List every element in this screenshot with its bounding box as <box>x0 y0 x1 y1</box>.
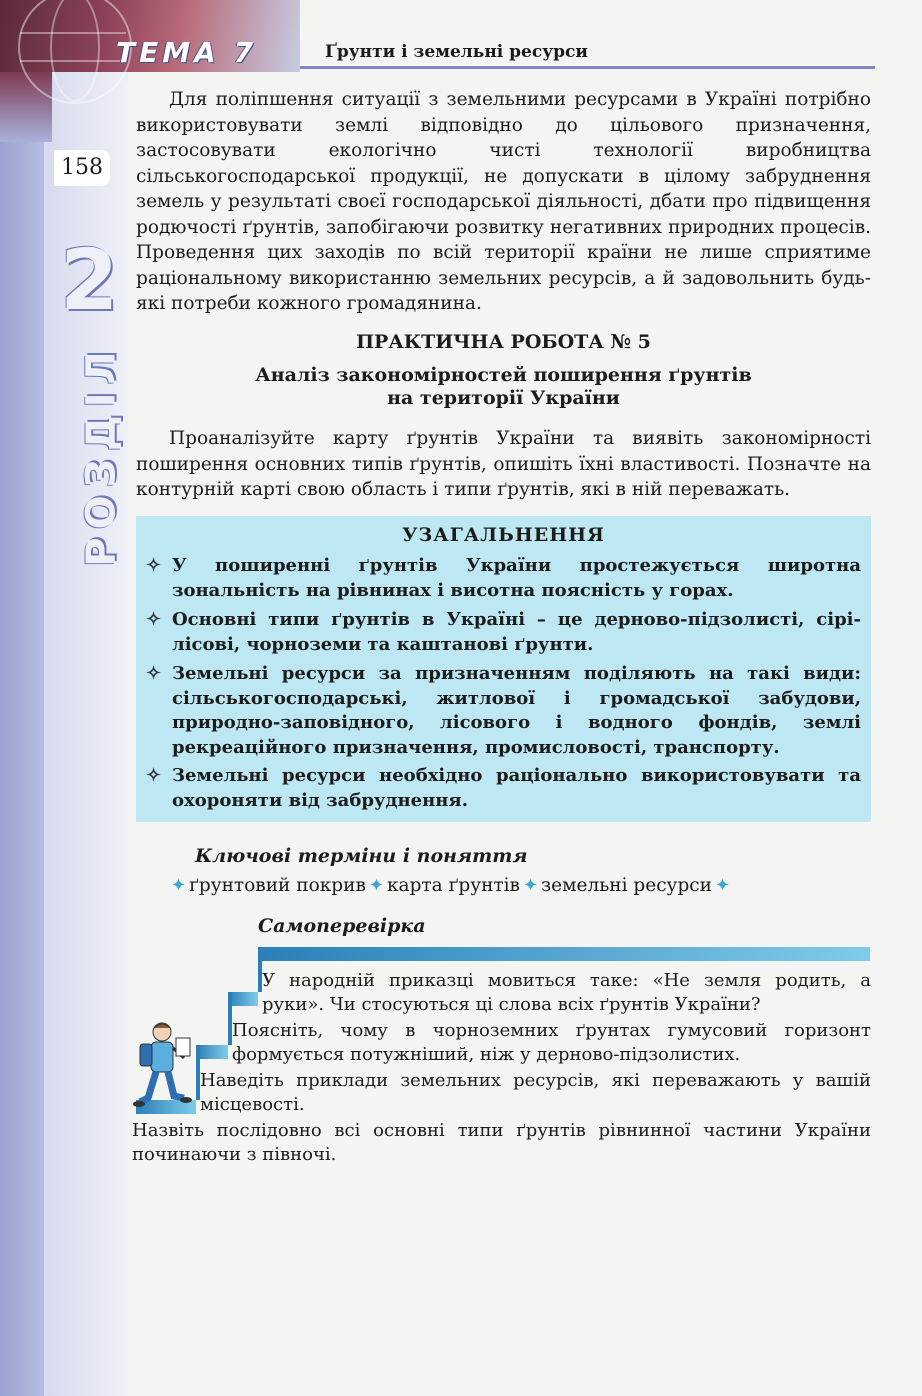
sparkle-separator-icon: ✦ <box>171 875 187 896</box>
self-check-question-3: Поясніть, чому в чорноземних ґрунтах гумусовий горизонт формується потужніший, ніж у дерново-підзолистих. <box>232 1020 871 1065</box>
stair-step-4 <box>258 947 870 961</box>
sparkle-bullet-icon: ✧ <box>146 555 162 576</box>
summary-title: УЗАГАЛЬНЕННЯ <box>402 524 605 546</box>
summary-item: ✧ У поширенні ґрунтів України простежується широтна зональність на рівнинах і висотна поясність у горах. <box>146 555 861 601</box>
topic-title: Ґрунти і земельні ресурси <box>325 42 588 62</box>
summary-item: ✧ Основні типи ґрунтів в Україні – це дерново-підзолисті, сірі-лісові, чорноземи та каштанові ґрунти. <box>146 609 861 655</box>
sparkle-bullet-icon: ✧ <box>146 609 162 630</box>
practical-work-task: Проаналізуйте карту ґрунтів України та виявіть закономірності поширення основних типів ґрунтів, опишіть їхні властивості. Позначте на контурній карті свою область і типи ґрунтів, які в ній переважать. <box>136 428 871 500</box>
practical-work-subtitle-2: на території України <box>387 387 620 409</box>
sparkle-bullet-icon: ✧ <box>146 765 162 786</box>
stair-step-2 <box>196 1045 228 1059</box>
sparkle-separator-icon: ✦ <box>714 875 731 896</box>
section-label: РОЗДІЛ <box>79 343 125 567</box>
walking-student-icon <box>132 1018 192 1118</box>
self-check-question-4: У народній приказці мовиться таке: «Не земля родить, а руки». Чи стосуються ці слова всіх ґрунтів України? <box>262 970 871 1015</box>
key-term: карта ґрунтів <box>386 875 520 896</box>
self-check-question-1: Назвіть послідовно всі основні типи ґрунтів рівнинної частини України починаючи з півночі. <box>132 1120 871 1165</box>
topic-number-label: ТЕМА 7 <box>116 36 257 69</box>
key-term: ґрунтовий покрив <box>189 875 366 896</box>
self-check-title: Самоперевірка <box>258 915 426 937</box>
intro-paragraph: Для поліпшення ситуації з земельними ресурсами в Україні потрібно використовувати землі відповідно до цільового призначення, застосовувати екологічно чисті технології виробництва сільськогосподарської продукції, не допускати в цілому забруднення земель у результаті своєї господарської діяльності, дбати про підвищення родючості ґрунтів, запобігаючи розвитку негативних природних процесів. Проведення цих заходів по всій території країни не лише сприятиме раціональному використанню земельних ресурсів, а й задовольнить будь-які потреби кожного громадянина. <box>136 89 871 314</box>
practical-work-subtitle-1: Аналіз закономірностей поширення ґрунтів <box>255 364 752 386</box>
summary-item: ✧ Земельні ресурси необхідно раціонально використовувати та охороняти від забруднення. <box>146 765 861 811</box>
left-margin-band <box>0 0 44 1396</box>
key-terms-list <box>168 873 733 899</box>
sparkle-bullet-icon: ✧ <box>146 663 162 684</box>
section-number: 2 <box>60 231 119 329</box>
summary-box <box>136 516 871 822</box>
key-term: земельні ресурси <box>541 875 712 896</box>
summary-item: ✧ Земельні ресурси за призначенням поділяють на такі види: сільськогосподарські, житлової і громадської забудови, природно-заповідного, лісового і водного фондів, землі рекреаційного призначення, промисловості, транспорту. <box>146 663 861 758</box>
sparkle-separator-icon: ✦ <box>368 875 384 896</box>
header-divider <box>300 66 875 69</box>
page-number: 158 <box>54 150 110 186</box>
stair-step-3 <box>228 992 258 1006</box>
practical-work-title: ПРАКТИЧНА РОБОТА № 5 <box>356 331 651 353</box>
sparkle-separator-icon: ✦ <box>522 875 539 896</box>
self-check-question-2: Наведіть приклади земельних ресурсів, які переважають у вашій місцевості. <box>200 1070 871 1115</box>
key-terms-title: Ключові терміни і поняття <box>195 845 528 867</box>
